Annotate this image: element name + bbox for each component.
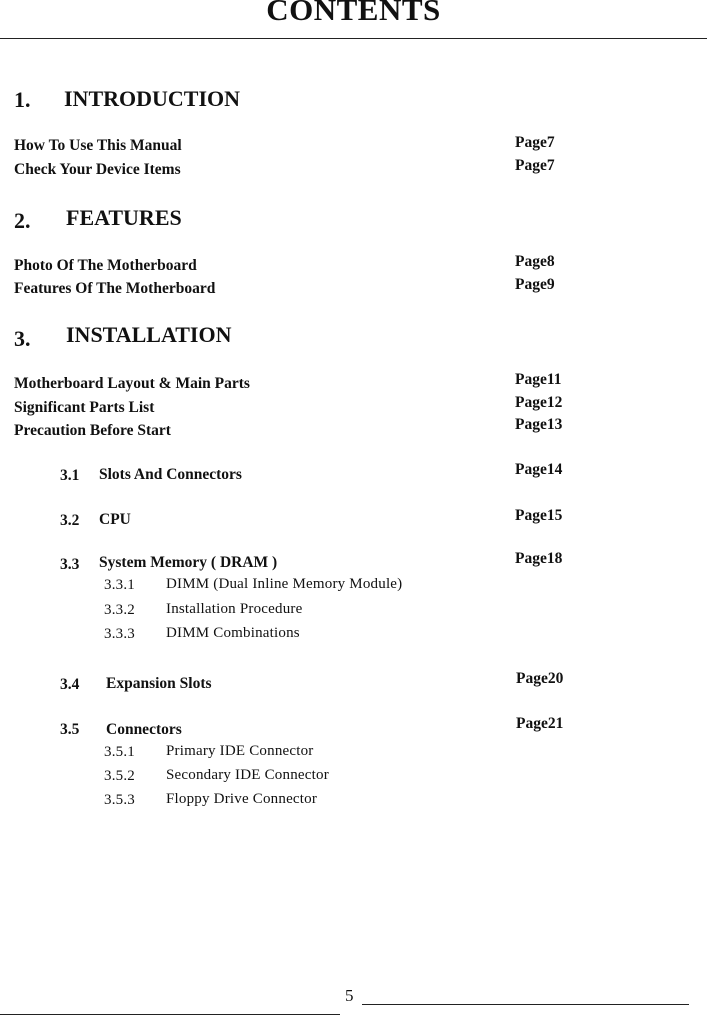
toc-entry-label[interactable]: Check Your Device Items	[14, 161, 181, 178]
toc-entry-label[interactable]: Significant Parts List	[14, 399, 155, 416]
toc-entry-page[interactable]: Page21	[516, 715, 564, 732]
subsection-number: 3.4	[60, 676, 80, 693]
toc-entry-label[interactable]: Motherboard Layout & Main Parts	[14, 375, 250, 392]
toc-entry-page[interactable]: Page14	[515, 461, 563, 478]
subsection-title[interactable]: CPU	[99, 511, 131, 528]
subsection-title[interactable]: Connectors	[106, 721, 182, 738]
subsubsection-number: 3.5.3	[104, 792, 135, 808]
subsection-title[interactable]: Expansion Slots	[106, 675, 212, 692]
toc-entry-label[interactable]: Precaution Before Start	[14, 422, 171, 439]
section-number: 3.	[14, 326, 31, 351]
toc-entry-page[interactable]: Page11	[515, 371, 562, 388]
section-number: 2.	[14, 208, 31, 233]
toc-entry-page[interactable]: Page7	[515, 134, 555, 151]
subsubsection-number: 3.5.2	[104, 768, 135, 784]
footer-rule-right	[362, 1004, 689, 1005]
toc-entry-page[interactable]: Page20	[516, 670, 564, 687]
subsubsection-title[interactable]: Secondary IDE Connector	[166, 767, 329, 783]
toc-entry-page[interactable]: Page7	[515, 157, 555, 174]
section-title: INSTALLATION	[66, 322, 232, 347]
subsubsection-title[interactable]: Primary IDE Connector	[166, 743, 314, 759]
toc-entry-label[interactable]: How To Use This Manual	[14, 137, 182, 154]
section-title: INTRODUCTION	[64, 86, 241, 111]
subsubsection-number: 3.5.1	[104, 744, 135, 760]
subsubsection-title[interactable]: Installation Procedure	[166, 601, 303, 617]
toc-entry-page[interactable]: Page8	[515, 253, 555, 270]
subsubsection-title[interactable]: Floppy Drive Connector	[166, 791, 318, 807]
title-rule	[0, 38, 707, 39]
subsection-number: 3.5	[60, 721, 80, 738]
toc-entry-page[interactable]: Page15	[515, 507, 563, 524]
subsection-number: 3.2	[60, 512, 80, 529]
subsection-title[interactable]: Slots And Connectors	[99, 466, 242, 483]
subsection-title[interactable]: System Memory ( DRAM )	[99, 554, 278, 571]
page-title: CONTENTS	[266, 0, 441, 27]
subsubsection-title[interactable]: DIMM (Dual Inline Memory Module)	[166, 576, 403, 592]
subsection-number: 3.1	[60, 467, 80, 484]
subsection-number: 3.3	[60, 556, 80, 573]
toc-entry-page[interactable]: Page13	[515, 416, 563, 433]
toc-entry-label[interactable]: Features Of The Motherboard	[14, 280, 216, 297]
page-number: 5	[345, 986, 354, 1005]
toc-entry-page[interactable]: Page18	[515, 550, 563, 567]
subsubsection-number: 3.3.3	[104, 626, 135, 642]
subsubsection-number: 3.3.1	[104, 577, 135, 593]
toc-entry-label[interactable]: Photo Of The Motherboard	[14, 257, 197, 274]
section-number: 1.	[14, 87, 31, 112]
toc-entry-page[interactable]: Page9	[515, 276, 555, 293]
footer-rule-left	[0, 1014, 340, 1015]
section-title: FEATURES	[66, 205, 182, 230]
toc-entry-page[interactable]: Page12	[515, 394, 563, 411]
subsubsection-title[interactable]: DIMM Combinations	[166, 625, 300, 641]
subsubsection-number: 3.3.2	[104, 602, 135, 618]
